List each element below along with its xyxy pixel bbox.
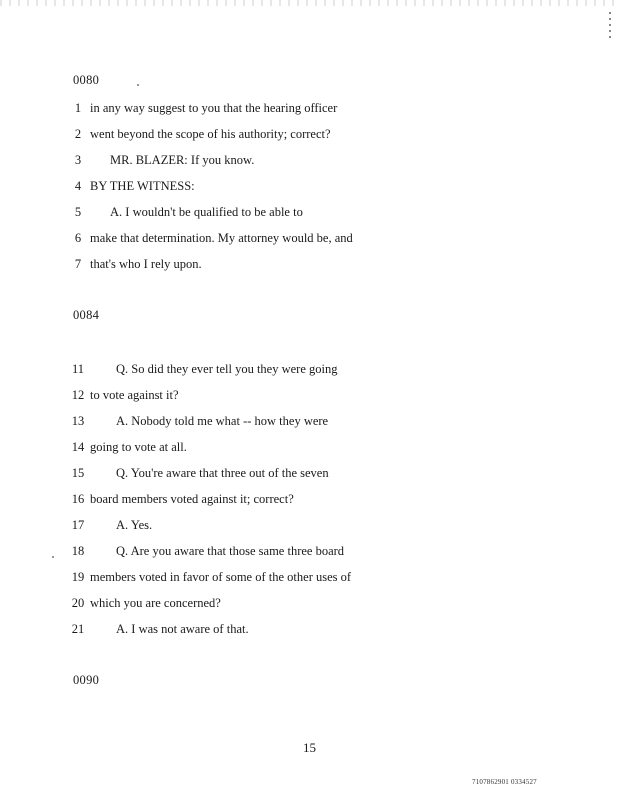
line-number: 1 — [74, 101, 82, 115]
transcript-line — [66, 414, 328, 430]
bates-number: 7107862901 0334527 — [472, 778, 537, 786]
transcript-line — [66, 101, 337, 117]
line-text: Q. Are you aware that those same three board — [116, 544, 345, 558]
line-number: 2 — [74, 127, 82, 141]
transcript-line — [66, 544, 344, 560]
line-number: 12 — [71, 388, 85, 402]
line-number: 17 — [71, 518, 85, 532]
transcript-line — [66, 257, 202, 273]
transcript-line — [66, 596, 221, 612]
line-text: make that determination. My attorney would be, and — [90, 231, 353, 245]
line-number: 6 — [74, 231, 82, 245]
line-text: board members voted against it; correct? — [90, 492, 294, 506]
transcript-line — [66, 440, 187, 456]
line-text: Q. You're aware that three out of the seven — [116, 466, 329, 480]
line-number: 18 — [71, 544, 85, 558]
section-code: 0084 — [73, 308, 100, 322]
line-text: A. Nobody told me what -- how they were — [116, 414, 329, 428]
scan-artifact-edge — [609, 12, 611, 38]
line-number: 3 — [74, 153, 82, 167]
scan-speck — [52, 556, 54, 558]
scan-artifact-top — [0, 0, 619, 6]
transcript-line — [66, 231, 353, 247]
line-text: A. Yes. — [116, 518, 153, 532]
transcript-line — [66, 570, 351, 586]
section-code: 0090 — [73, 673, 100, 687]
line-number: 16 — [71, 492, 85, 506]
line-text: in any way suggest to you that the hearing officer — [90, 101, 338, 115]
line-text: which you are concerned? — [90, 596, 221, 610]
transcript-line — [66, 622, 249, 638]
line-number: 4 — [74, 179, 82, 193]
line-text: A. I was not aware of that. — [116, 622, 249, 636]
line-number: 13 — [71, 414, 85, 428]
line-text: A. I wouldn't be qualified to be able to — [110, 205, 303, 219]
transcript-line — [66, 466, 329, 482]
transcript-line — [66, 205, 303, 221]
line-text: that's who I rely upon. — [90, 257, 202, 271]
line-number: 19 — [71, 570, 85, 584]
line-number: 14 — [71, 440, 85, 454]
transcript-line — [66, 518, 152, 534]
transcript-line — [66, 179, 195, 195]
line-text: went beyond the scope of his authority; correct? — [90, 127, 331, 141]
transcript-line — [66, 388, 179, 404]
transcript-line — [66, 153, 254, 169]
line-number: 21 — [71, 622, 85, 636]
line-text: going to vote at all. — [90, 440, 187, 454]
line-number: 11 — [71, 362, 85, 376]
line-number: 5 — [74, 205, 82, 219]
line-text: MR. BLAZER: If you know. — [110, 153, 255, 167]
page-number: 15 — [303, 740, 316, 755]
line-number: 15 — [71, 466, 85, 480]
transcript-line — [66, 362, 337, 378]
section-code: 0080 — [73, 73, 100, 87]
transcript-line — [66, 492, 294, 508]
scan-speck — [137, 84, 139, 86]
line-text: to vote against it? — [90, 388, 179, 402]
line-text: Q. So did they ever tell you they were going — [116, 362, 338, 376]
transcript-line — [66, 127, 331, 143]
line-text: BY THE WITNESS: — [90, 179, 195, 193]
line-number: 20 — [71, 596, 85, 610]
line-text: members voted in favor of some of the other uses of — [90, 570, 352, 584]
line-number: 7 — [74, 257, 82, 271]
